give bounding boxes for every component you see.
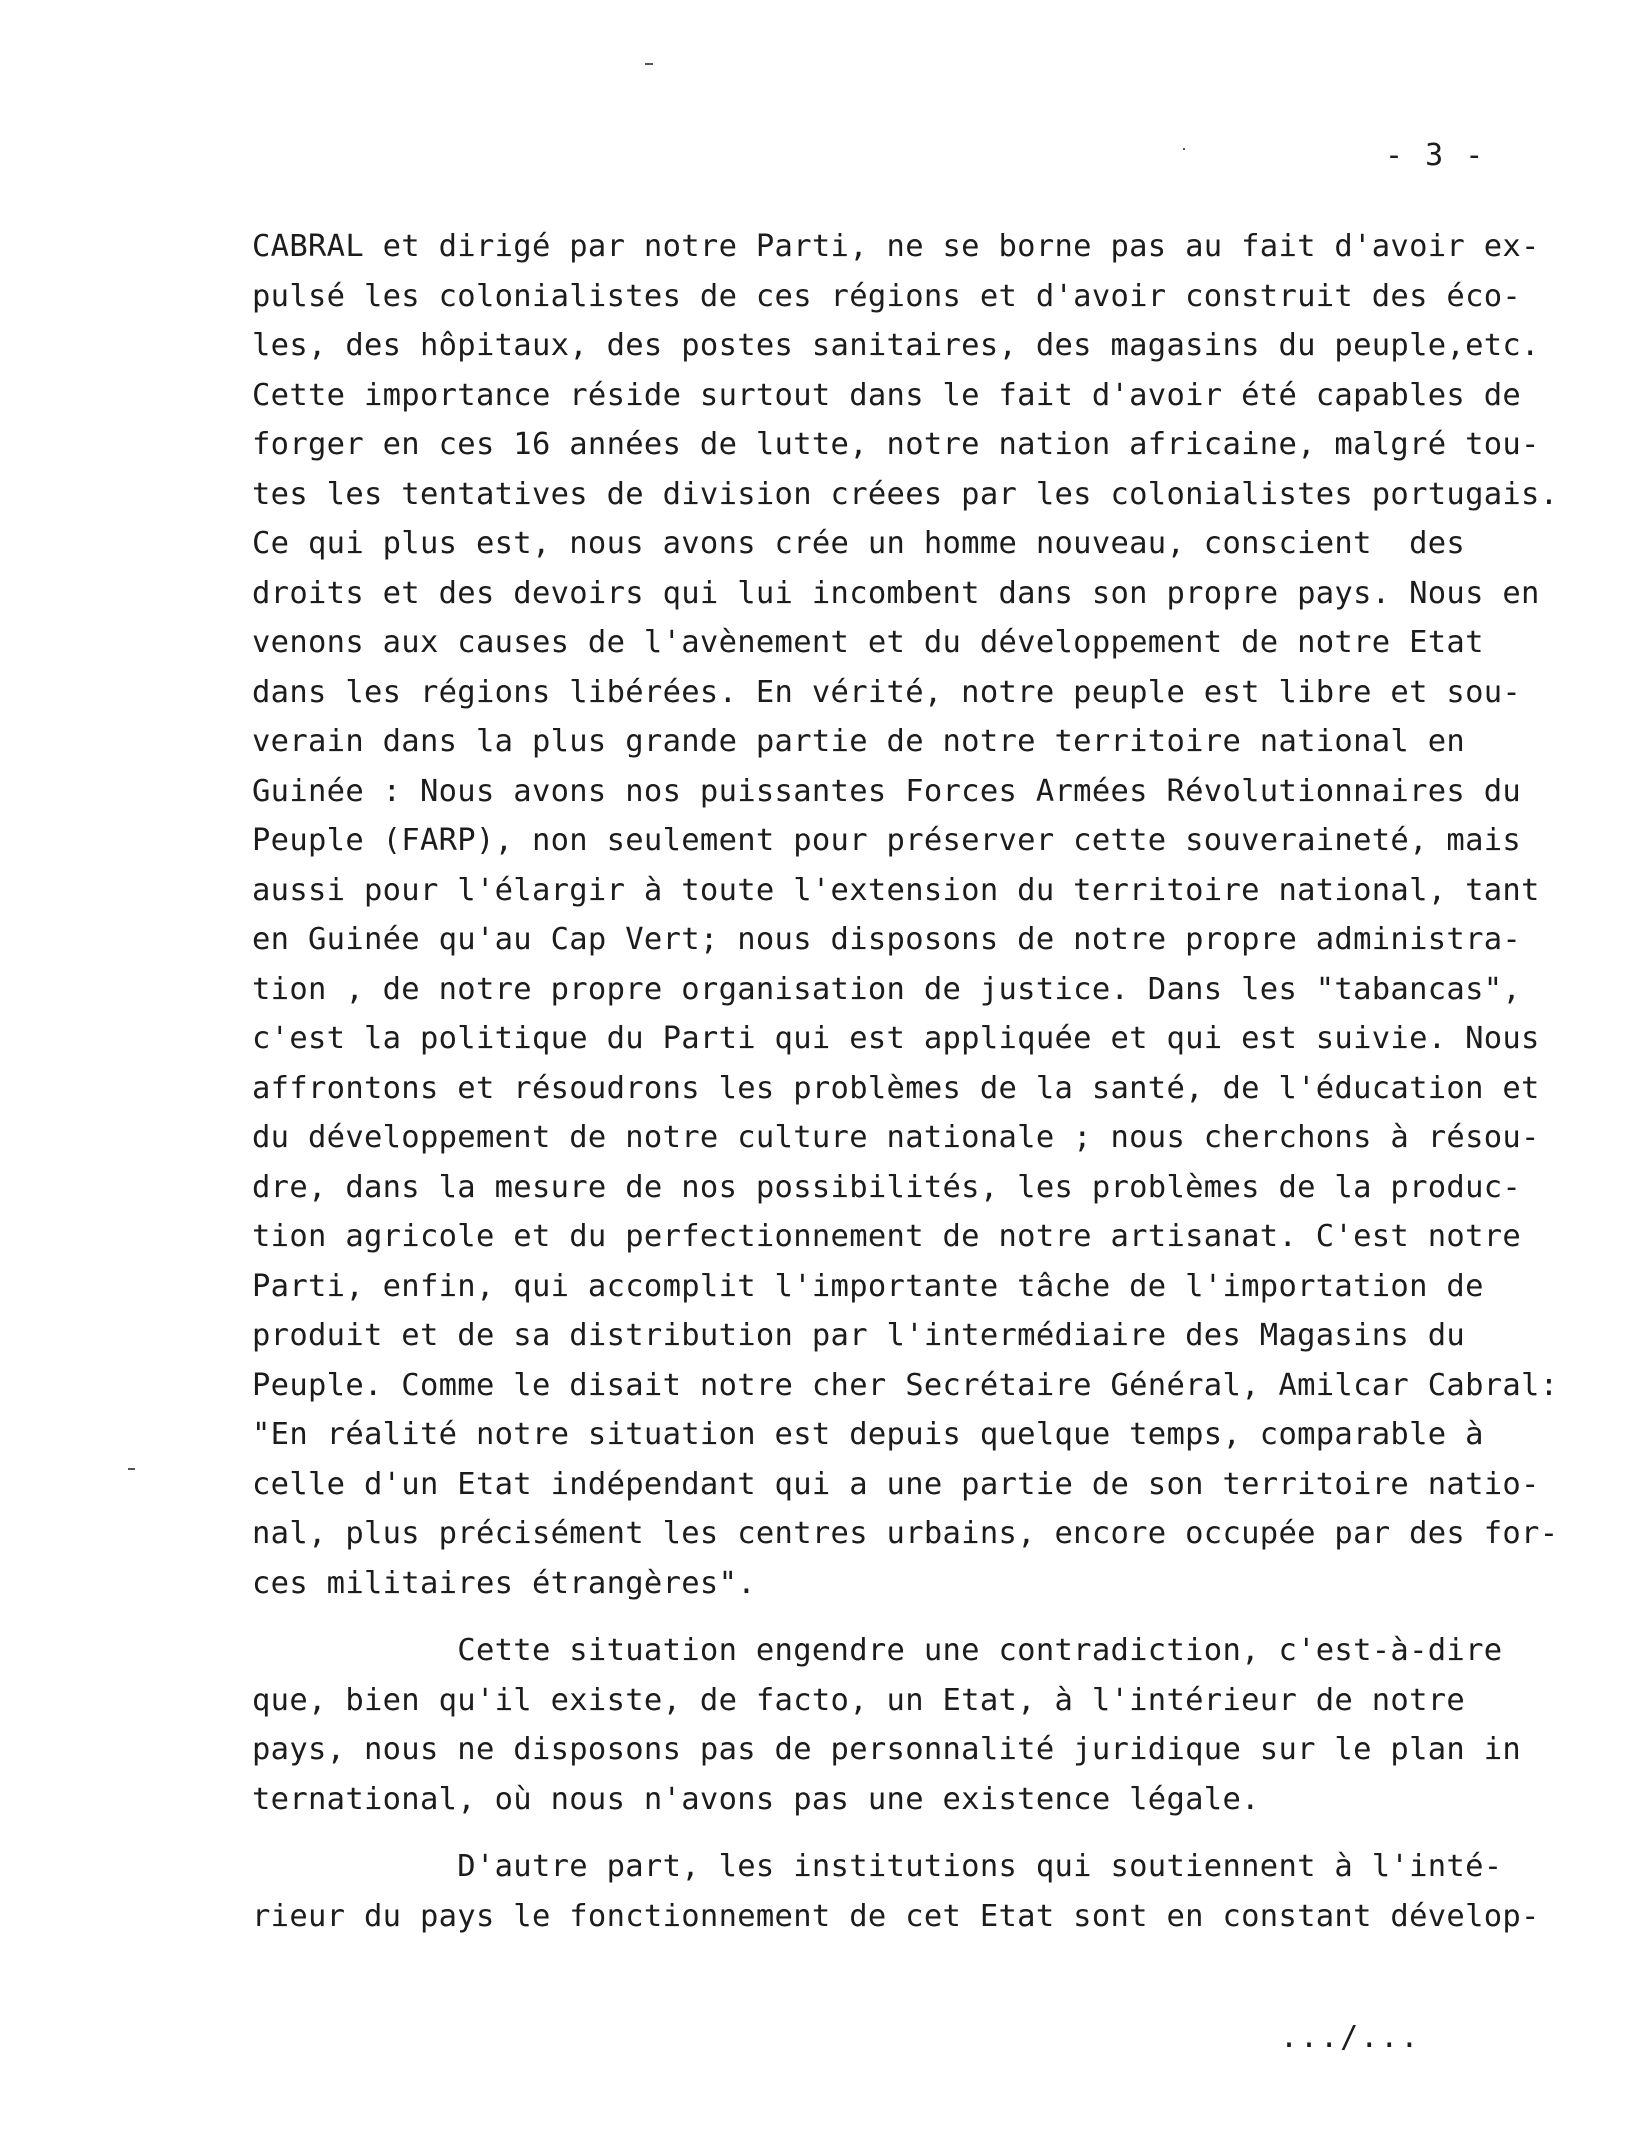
- text-line: nal, plus précisément les centres urbains, encore occupée par des for-: [252, 1516, 1559, 1551]
- text-line: rieur du pays le fonctionnement de cet Etat sont en constant dévelop-: [252, 1898, 1540, 1934]
- text-line: droits et des devoirs qui lui incombent dans son propre pays. Nous en: [252, 575, 1540, 611]
- paragraph-spacer: [252, 1824, 1622, 1842]
- text-line: Peuple (FARP), non seulement pour préserver cette souveraineté, mais: [252, 823, 1522, 858]
- text-line: du développement de notre culture nationale ; nous cherchons à résou-: [252, 1120, 1540, 1155]
- scan-speck: [1183, 148, 1185, 150]
- text-line: les, des hôpitaux, des postes sanitaires, des magasins du peuple,etc.: [252, 328, 1540, 363]
- text-line: pays, nous ne disposons pas de personnalité juridique sur le plan in: [252, 1732, 1522, 1767]
- text-line: "En réalité notre situation est depuis quelque temps, comparable à: [252, 1417, 1484, 1452]
- text-line: Peuple. Comme le disait notre cher Secrétaire Général, Amilcar Cabral:: [252, 1367, 1559, 1403]
- text-line: CABRAL et dirigé par notre Parti, ne se borne pas au fait d'avoir ex-: [252, 229, 1540, 264]
- scan-speck: [645, 63, 653, 65]
- paragraph-2: [252, 1626, 1622, 1824]
- text-line: Cette importance réside surtout dans le fait d'avoir été capables de: [252, 377, 1522, 413]
- text-line: affrontons et résoudrons les problèmes de la santé, de l'éducation et: [252, 1070, 1540, 1106]
- text-line: Ce qui plus est, nous avons crée un homme nouveau, conscient des: [252, 526, 1466, 561]
- text-line: verain dans la plus grande partie de notre territoire national en: [252, 724, 1466, 759]
- text-line: tion agricole et du perfectionnement de notre artisanat. C'est notre: [252, 1219, 1522, 1254]
- page-number: - 3 -: [1385, 138, 1486, 173]
- text-line: Cette situation engendre une contradiction, c'est-à-dire: [252, 1633, 1503, 1668]
- text-line: en Guinée qu'au Cap Vert; nous disposons de notre propre administra-: [252, 922, 1522, 957]
- text-line: Guinée : Nous avons nos puissantes Forces Armées Révolutionnaires du: [252, 773, 1522, 809]
- body-text: [252, 222, 1622, 1941]
- text-line: Parti, enfin, qui accomplit l'importante tâche de l'importation de: [252, 1268, 1484, 1304]
- text-line: dans les régions libérées. En vérité, notre peuple est libre et sou-: [252, 674, 1522, 710]
- text-line: tion , de notre propre organisation de justice. Dans les "tabancas",: [252, 971, 1522, 1007]
- text-line: D'autre part, les institutions qui soutiennent à l'inté-: [252, 1849, 1503, 1884]
- text-line: ternational, où nous n'avons pas une existence légale.: [252, 1781, 1260, 1817]
- text-line: tes les tentatives de division créees par les colonialistes portugais.: [252, 476, 1559, 512]
- text-line: ces militaires étrangères".: [252, 1565, 756, 1601]
- text-line: dre, dans la mesure de nos possibilités, les problèmes de la produc-: [252, 1169, 1522, 1205]
- continuation-mark: .../...: [1280, 2020, 1421, 2055]
- text-line: celle d'un Etat indépendant qui a une partie de son territoire natio-: [252, 1466, 1540, 1502]
- text-line: que, bien qu'il existe, de facto, un Etat, à l'intérieur de notre: [252, 1682, 1466, 1718]
- scan-speck: [128, 1468, 135, 1470]
- paragraph-spacer: [252, 1608, 1622, 1626]
- text-line: venons aux causes de l'avènement et du développement de notre Etat: [252, 625, 1484, 660]
- text-line: aussi pour l'élargir à toute l'extension du territoire national, tant: [252, 872, 1540, 908]
- text-line: pulsé les colonialistes de ces régions et d'avoir construit des éco-: [252, 278, 1522, 314]
- text-line: c'est la politique du Parti qui est appliquée et qui est suivie. Nous: [252, 1021, 1540, 1056]
- paragraph-1: [252, 222, 1622, 1608]
- paragraph-3: [252, 1842, 1622, 1941]
- text-line: forger en ces 16 années de lutte, notre nation africaine, malgré tou-: [252, 427, 1540, 462]
- text-line: produit et de sa distribution par l'intermédiaire des Magasins du: [252, 1318, 1466, 1353]
